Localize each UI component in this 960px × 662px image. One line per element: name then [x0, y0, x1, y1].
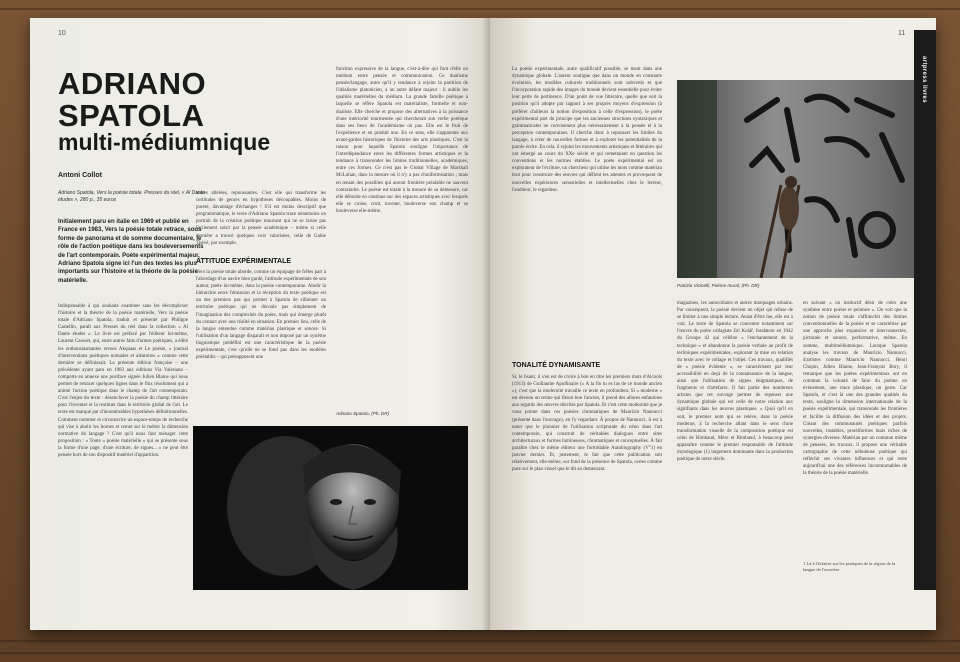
portrait-illustration	[193, 426, 468, 590]
page-number-left: 10	[58, 30, 66, 37]
right-column-2-text: magazines, les autocollants et autres marquages urbains. Par conséquent, la poésie devient un objet qui refuse de se limiter à une simple lecture. Avant d'être lue, elle est à voir. Le texte de Spatola se concentre notamment sur l'œuvre du poète collagiste Jiri Kolář, fondateur en 1942 du Groupe 42 qui célèbre « l'enchantement de la technique » et abandonne la poésie verbale au profit de techniques expérimentales, explorant la mise en relation du texte avec le collage et l'objet. Ces travaux, qualifiés de « poésie évidente », se caractérisent par leur accessibilité en deçà de la connaissance de la langue, ainsi que l'utilisation de signes énigmatiques, de fragments et d'artefacts. Il fait partie des nombreux artistes que cet ouvrage permet de repenser une dynamique globale qui est celle de notre relation aux signifiants dans les œuvres plastiques. « Quoi qu'il en soit, le premier nom qui se relève, dans la poésie moderne, à la recherche allant dans le sens d'une transformation visuelle de la composition poétique est celui de Rimbaud, Mère et Rimbaud, à beaucoup peut apparaître comme le premier responsable de l'attitude mytologique (1) largement dominante dans la production poétique de notre siècle.	[677, 301, 793, 463]
book-reference: Adriano Spatola, Vers la poésie totale. Presses du réel, « Al Dante études », 280 p., 35 euros	[58, 190, 205, 203]
left-column-2	[196, 190, 326, 252]
section-heading-experimental: ATTITUDE EXPÉRIMENTALE	[196, 258, 292, 265]
section-tab	[914, 30, 936, 590]
magazine-spread	[30, 18, 936, 630]
title-line-2: SPATOLA	[58, 97, 205, 133]
right-column-3	[803, 300, 907, 555]
article-title	[58, 68, 206, 131]
page-number-right: 11	[898, 30, 906, 37]
right-column-1-text: La poésie expérimentale, autre qualificatif possible, se meut dans une dynamique globale. L'auteur souligne que dans un monde en constante évolution, les modèles culturels traditionnels sont subvertis et que l'incorporation rapide des images du monde devient essentielle pour éviter leur perte de pertinence. D'un point de vue littéraire, quelle que soit la position qu'il adopte par rapport à ses propres moyens d'expression (à préférer d'ailleurs la notion d'exposition à celle d'expression), le poète expérimental part du principe que les anciennes structures syntaxiques et grammaticales ne conviennent plus nécessairement à la pensée et à la perception contemporaines. Il cherche donc à repousser les limites du langage, à créer de nouvelles formes et à explorer les potentialités de la parole écrite. En cela, il rejoint les mouvements artistiques et littéraires qui ont émergé au cours du XXe siècle et qui remettaient en question les conventions et les normes établies. Le poète expérimental est un explorateur de l'écriture, un chercheur qui utilise les mots comme matériau brut pour construire des œuvres qui défient les attentes et provoquent de nouvelles expériences sensorielles et intellectuelles chez le lecteur, l'auditeur, le regardeur.	[512, 67, 662, 193]
wall-poem-photo	[677, 80, 923, 278]
left-column-1-text: Indispensable à qui souhaite examiner sans les décomplexer l'histoire et la théorie de la poésie matérielle, Vers la poésie totale d'Adriano Spatola, traduit et présenté par Philippe Castellin, paraît aux Presses du réel dans la collection « Al Dante études ». Le livre est préfacé par l'éditeur lui-même, Laurent Cauwet, qui, entre autres faits d'armes poétiques, a édité les enthousiasmantes revues Akquaas et Le poésie, « journal d'interventions poétiques nomades et aléatoires » comme cette dernière se définissait. La présente édition française – une précédente ayant paru en 1983 aux éditions Via Valeriano – comporte en annexe une postface signée Julien Blaine qui nous permet de retracer quelques lignes dans le flux résolument qui a animé l'action poétique dans le champ de l'art contemporain. C'est l'enjeu du texte : désenclaver la poésie du champ littéraire pour l'inventer et la restituer dans le territoire global de l'art. Le texte est marqué par d'innombrables hypothèses définitionnelles. Comment nommer et circonscrire un espace-temps de recherche qui vise à abolir les bornes et remet sur le métier la dimension normative du langage ? C'est qu'il nous faut ménager cette proposition : « Toute « poésie matérielle » qui se présente sous la forme d'une page, d'une écriture, de signes... » ne peut être pensée hors de son dispositif matériel d'apparition.	[58, 304, 188, 458]
right-page	[490, 18, 936, 630]
right-column-1b	[512, 374, 662, 599]
left-column-2b-text: Vers la poésie totale aborde, comme un équipage de frêles part à l'abordage d'un navire bien gardé, l'attitude expérimentale de son auteur, poète lui-même, dans la poésie contemporaine. Abolir la hiérarchie entre l'émission et la réception du texte poétique est un des premiers pas qui permet à Spatola de sillonner un territoire poétique qui ne découle pas simplement de l'imagination des complexités du poète, mais qui émerge plutôt du contact avec une réalité en situation. En premier lieu, celle de la langue entendue comme matériau plastique et sonore. Si l'utilisation d'un langage disparaît et non imposé par un système linguistique prédéfini est une caractéristique de la poésie expérimentale, c'est qu'elle ne se fond pas dans les modèles préétablis – qui présupposent une	[196, 270, 326, 361]
left-page	[30, 18, 490, 630]
left-column-1	[58, 303, 188, 603]
portrait-photo	[193, 426, 468, 590]
right-column-2	[677, 300, 793, 600]
article-subtitle: multi-médiumnique	[58, 129, 271, 155]
left-column-3	[336, 66, 468, 401]
wall-photo-caption: Patrizia Vicinelli, Poème mural, (Ph. DR)	[677, 283, 760, 288]
right-column-1	[512, 66, 662, 356]
wall-poem-illustration	[677, 80, 923, 278]
left-column-2-text: toutes altérées, repoussantes. C'est elle qui transforme les certitudes de genres en hypothèses découpables. Moins de pureté, davantage d'échanges ! S'il est moins descriptif que programmatique, le texte d'Adriano Spatola trace néanmoins un portrait de la création poétique mouvant qui ne se laisse pas facilement saisir par la pensée académique – même si celle dernière a trouvé quelques voix valorisées, celle de Gabie Thévé, par exemple.	[196, 191, 326, 246]
left-column-3-text: fonction expressive de la langue, c'est-à-dire qui font d'elle un médium entre pensée et communication. Ce dualisme pensée/langage, autre qu'il y tendance à rejoint la partition de l'idéalisme platonicien, a un autre défaut majeur : il oublie les qualités matérielles du médium. La grande famille poétique à laquelle se réfère Spatola est matérialiste, formelle et non-dualiste. Elle cherche et propose des alternatives à la puissance d'une intériorité tourmentée qui chercherait son verbe poétique dans ses lieux de l'académisme où pas. Elle est le fruit de l'expérience et en produit une. En ce sens, elle s'apparente aux avant-gardes historiques de l'histoire des arts plastiques. C'est la raison pour laquelle Spatola souligne l'importance de l'interdépendance entre les différentes formes artistiques et la tendance à transcender les limites traditionnelles, académiques, entre ces formes. Ce n'est pas le Global Village de Marshall McLuhan, dans la mesure où il n'y a pas d'uniformisation ; mais en tenant des possibles qui auront frontière préalable ne sauvent contraindre. Le poésie est totale à la mesure de sa démesure, car elle déborde en continue sur des espaces artistiques avec lesquels elle se croise, croit, invente, bouleverse son champ et se bouleverse elle-même.	[336, 67, 468, 214]
article-author: Antoni Collot	[58, 172, 102, 179]
portrait-caption: Adriano Spatola, (Ph. DR)	[336, 411, 390, 416]
article-intro: Initialement paru en italie en 1969 et publié en France en 1983, Vers la poésie totale retrace, sous forme de panorama et de somme documentaire, le rôle de l'action poétique dans les bouleversements de l'art contemporain. Poète expérimental majeur, Adriano Spatola signe ici l'un des textes les plus importants sur l'histoire et la théorie de la poésie matérielle.	[58, 219, 204, 284]
section-heading-tonalite: TONALITÉ DYNAMISANTE	[512, 362, 601, 369]
section-tab-label: artpress livres	[921, 56, 927, 104]
right-column-3-text: en suivant « un instinctif désir de créer une synthèse entre poésie et peinture ». On voit que la notion de poésie totale s'affranchit des limites conventionnelles de la poésie et se caractérise par une approche plus expansive et interconnectée, picturale et sonore, performative, même. En somme, multimédiumnique. Lorsque Spatola analyse les travaux de Maurizio Nannucci, d'artistes comme Mauricio Nannucci, Henri Chopin, Julien Blaine, Jean-François Bory, il remarque que les poètes expérimentaux ont en commun la volonté de faire du poème un événement, une trace plastique, un geste. Car Spatola, et c'est là une des grandes qualités du texte, souligne la dimension internationale de la poésie expérimentale, qui transcende les frontières et facilite la diffusion des idées et des projets. Créant des communautés poétiques parfois nouvelles, instables, protéiformes mais riches de synergies diverses. Matériau par un commun même de pensées, les travaux, il propose une véritable cartographie de cette nébuleuse poétique qui refléchit ses vivantes influences et qui reste aujourd'hui une des références incontournables de la théorie de la poésie matérielle.	[803, 301, 907, 477]
footnote: 1 Là à l'éclairer sur les pratiques de la région de la langue de l'ouvrière.	[803, 561, 896, 573]
title-line-1: ADRIANO	[58, 66, 207, 101]
right-column-1b-text: Si, le lisant, il s'en est de croire à bon en titre les premiers mots d'Alcools (1913) de Guillaume Apollinaire (« A la fin tu es las de ce monde ancien »), c'est que la modernité travaille ce texte en profondeur. Si « moderne » est devenu un terme qui fleure bon l'ancien, il prend des allures enfantines aux regards des œuvres décrites par Spatola. Et c'est cette modernité que je vous pointe dans ces poésies chromatiques de Maurizio Nannucci (présenté dans l'ouvrage), en l'y regardant. À propos de Nannucci, il est à noter que le pionnier de l'utilisation scripturale du néon dans l'art contemporain, qui construit de véritables dialogues entre sites architecturaux et formes lumineuses, chromatiques et conceptuelles. À fait paraître chez le même éditeur une formidable Autobiography (V°1) en janvier dernier. Et, justement, le fait que cette publication soit relativement, elle-même, sur fond de la présence de Spatola, certes comme pure sur le plan visuel que le dit au demeurant.	[512, 375, 662, 473]
left-column-2b	[196, 269, 326, 409]
